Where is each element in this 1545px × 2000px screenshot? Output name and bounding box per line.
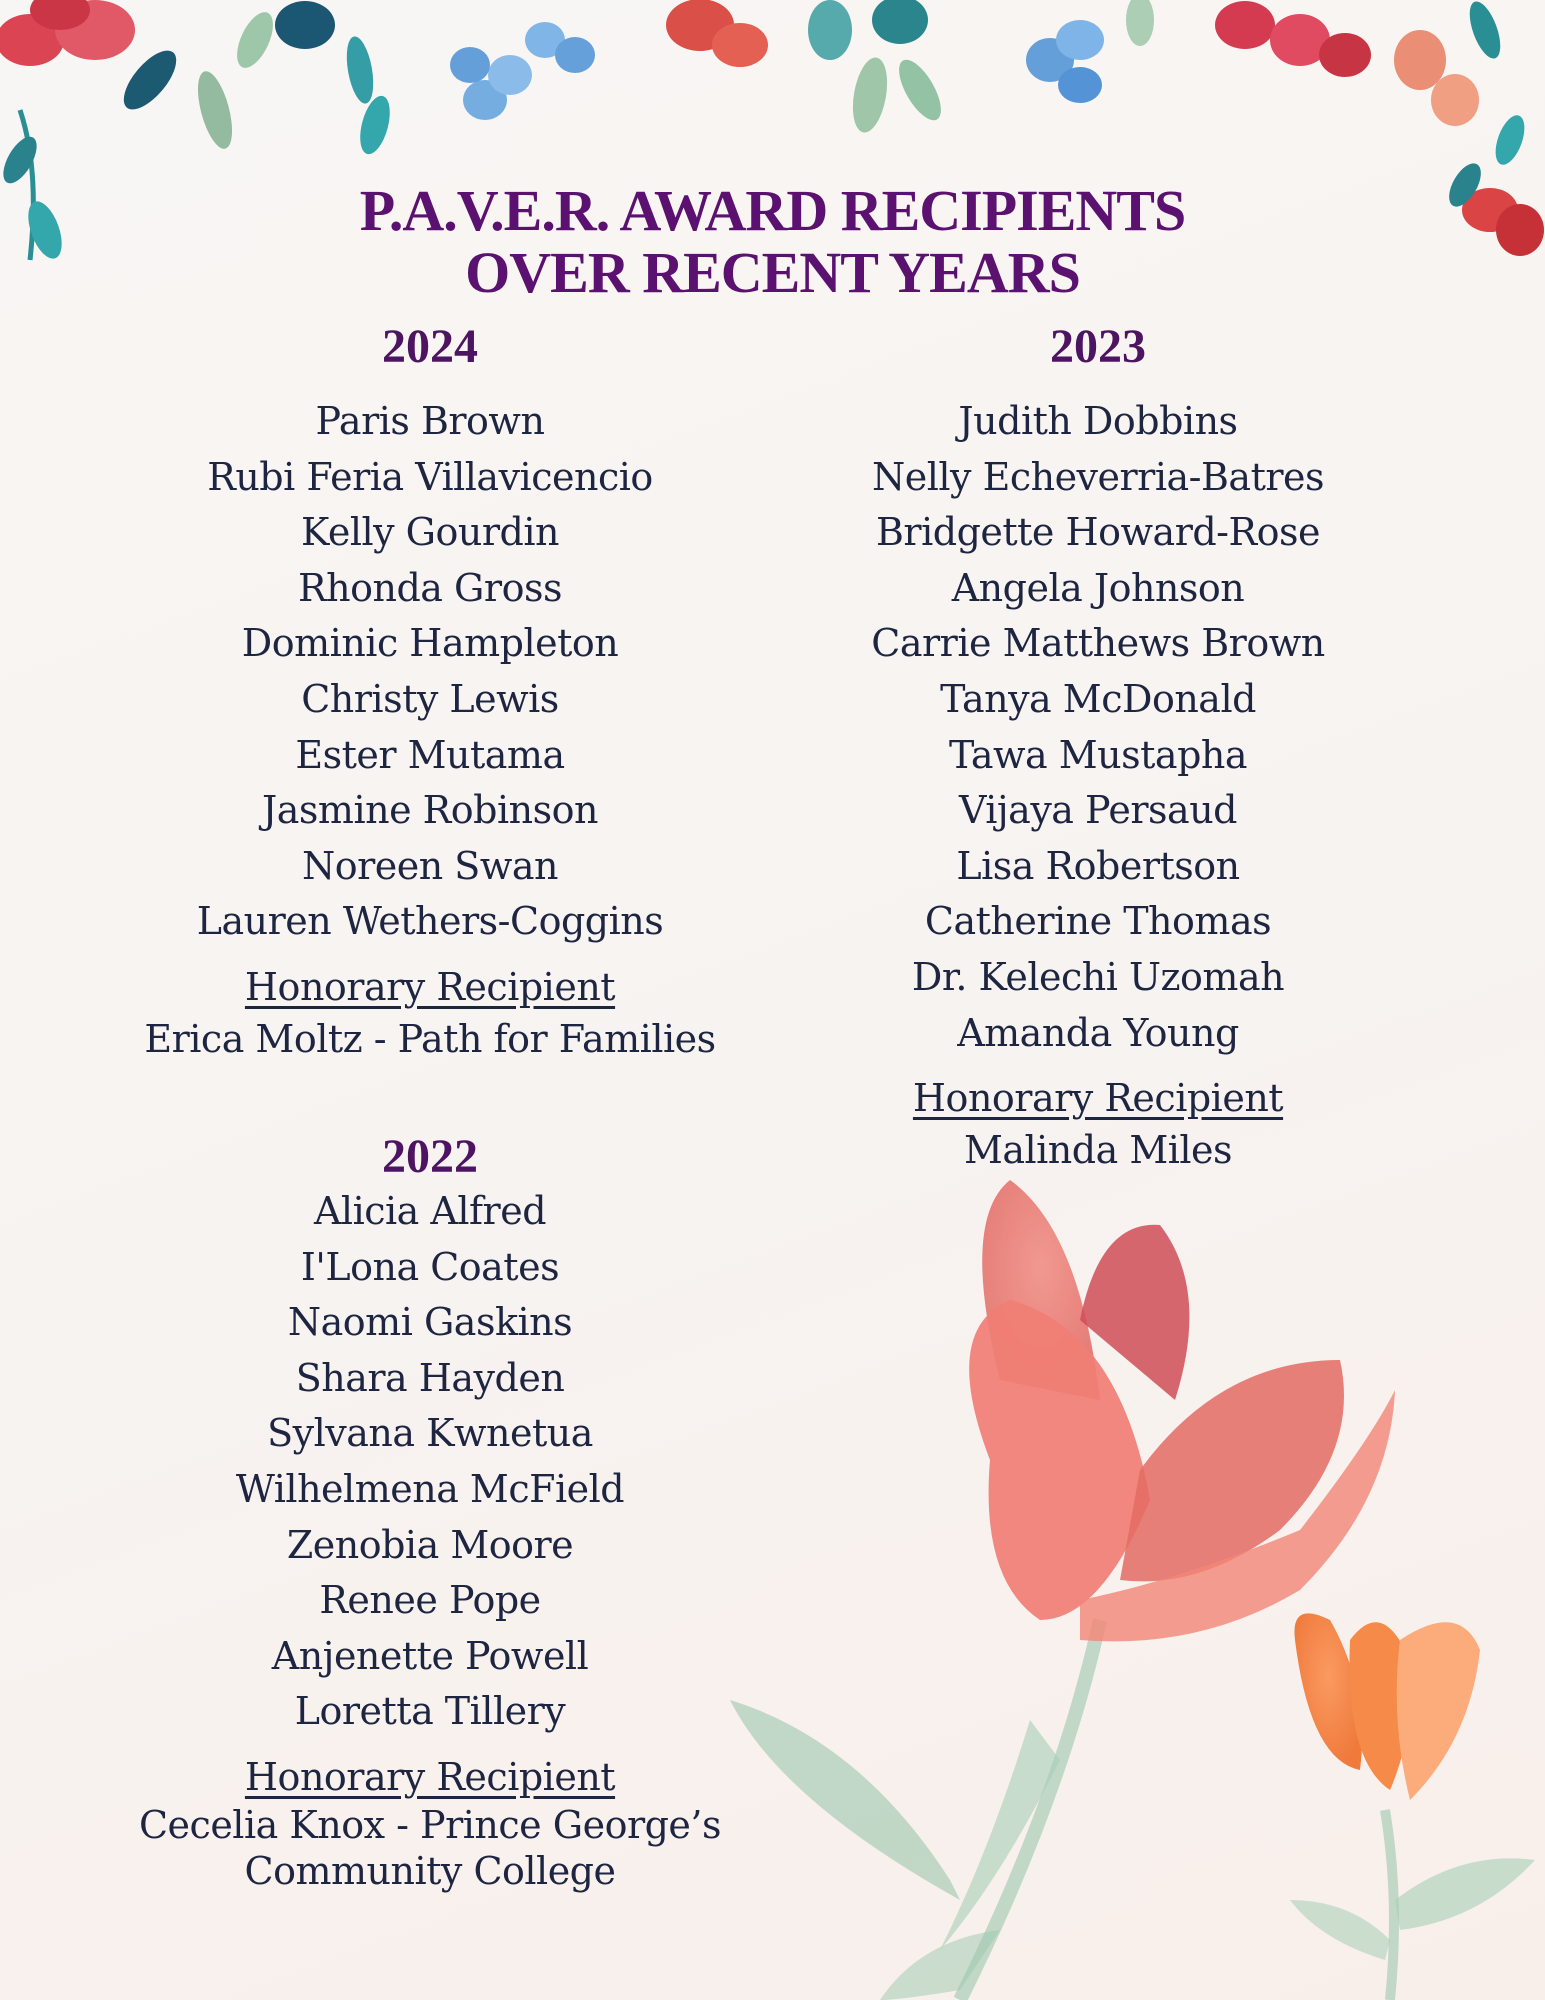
recipient-list-2023 bbox=[718, 394, 1478, 1061]
honorary-recipient-label-2024: Honorary Recipient bbox=[244, 964, 616, 1009]
recipient-name: Ester Mutama bbox=[295, 732, 565, 777]
recipient-name: Zenobia Moore bbox=[286, 1522, 574, 1567]
recipient-name: Lisa Robertson bbox=[956, 843, 1240, 888]
year-heading-2023: 2023 bbox=[1050, 320, 1146, 373]
honorary-recipient-name-2023: Malinda Miles bbox=[963, 1128, 1233, 1173]
recipient-name: Christy Lewis bbox=[301, 676, 559, 721]
recipient-list-2024 bbox=[50, 394, 810, 950]
section-2023 bbox=[718, 320, 1478, 1179]
recipient-name: Angela Johnson bbox=[951, 565, 1245, 610]
recipient-name: Bridgette Howard-Rose bbox=[876, 510, 1320, 555]
recipient-name: Catherine Thomas bbox=[924, 899, 1272, 944]
honorary-recipient-label-2022: Honorary Recipient bbox=[244, 1754, 616, 1799]
recipient-name: Nelly Echeverria-Batres bbox=[871, 454, 1324, 499]
recipient-name: Jasmine Robinson bbox=[262, 788, 598, 833]
recipient-name: Dr. Kelechi Uzomah bbox=[911, 954, 1285, 999]
honorary-recipient-name-2024: Erica Moltz - Path for Families bbox=[144, 1016, 716, 1061]
recipient-name: Carrie Matthews Brown bbox=[871, 621, 1325, 666]
recipient-name: Sylvana Kwnetua bbox=[267, 1411, 593, 1456]
recipient-name: Renee Pope bbox=[319, 1578, 541, 1623]
page-title bbox=[0, 180, 1545, 304]
recipient-name: Paris Brown bbox=[315, 399, 545, 443]
recipient-name: Rhonda Gross bbox=[298, 565, 562, 610]
honorary-recipient-name-2022-line-1: Cecelia Knox - Prince George’s bbox=[138, 1802, 722, 1847]
section-2024 bbox=[50, 320, 810, 1068]
honorary-recipient-name-2022-line-2: Community College bbox=[244, 1848, 616, 1893]
recipient-name: Wilhelmena McField bbox=[235, 1466, 625, 1511]
recipient-name: Alicia Alfred bbox=[313, 1189, 547, 1233]
recipient-name: Tawa Mustapha bbox=[948, 732, 1248, 777]
honorary-recipient-label-2023: Honorary Recipient bbox=[912, 1076, 1284, 1121]
recipient-name: Lauren Wethers-Coggins bbox=[196, 899, 664, 944]
recipient-name: Loretta Tillery bbox=[294, 1689, 566, 1734]
recipient-list-2022 bbox=[50, 1184, 810, 1740]
year-heading-2022: 2022 bbox=[382, 1130, 478, 1183]
recipient-name: I'Lona Coates bbox=[300, 1244, 560, 1289]
recipient-name: Tanya McDonald bbox=[940, 676, 1256, 721]
title-line-1: P.A.V.E.R. AWARD RECIPIENTS bbox=[359, 178, 1186, 243]
section-2022 bbox=[50, 1130, 810, 1894]
recipient-name: Rubi Feria Villavicencio bbox=[207, 454, 653, 499]
recipient-name: Anjenette Powell bbox=[271, 1633, 589, 1678]
recipient-name: Kelly Gourdin bbox=[300, 510, 560, 555]
recipient-name: Dominic Hampleton bbox=[241, 621, 619, 666]
recipient-name: Noreen Swan bbox=[301, 843, 558, 888]
recipient-name: Vijaya Persaud bbox=[958, 788, 1238, 833]
orange-tulip-illustration bbox=[1290, 1613, 1535, 2000]
red-tulip-illustration bbox=[730, 1180, 1395, 2000]
title-line-2: OVER RECENT YEARS bbox=[465, 240, 1080, 305]
recipient-name: Shara Hayden bbox=[295, 1355, 565, 1400]
year-heading-2024: 2024 bbox=[382, 320, 478, 373]
recipient-name: Amanda Young bbox=[957, 1010, 1239, 1055]
recipient-name: Naomi Gaskins bbox=[287, 1300, 573, 1345]
recipient-name: Judith Dobbins bbox=[958, 399, 1238, 443]
